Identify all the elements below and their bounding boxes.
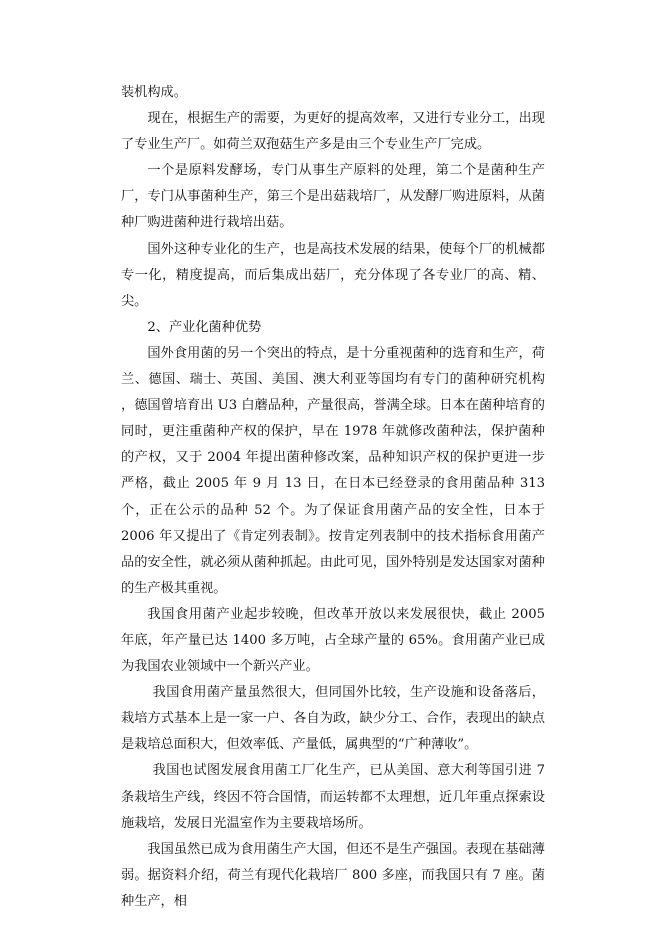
paragraph: 国外这种专业化的生产，也是高技术发展的结果，使每个厂的机械都专一化，精度提高，而后集成出菇厂，充分体现了各专业厂的高、精、尖。 <box>121 241 545 309</box>
paragraph: 一个是原料发酵场，专门从事生产原料的处理，第二个是菌种生产厂，专门从事菌种生产，第三个是出菇栽培厂，从发酵厂购进原料，从菌种厂购进菌种进行栽培出菇。 <box>121 163 545 231</box>
paragraph: 装机构成。 <box>121 85 187 100</box>
paragraph: 国外食用菌的另一个突出的特点，是十分重视菌种的选育和生产，荷兰、德国、瑞士、英国、美国、澳大利亚等国均有专门的菌种研究机构 ，德国曾培育出 U3 白蘑品种，产量很高，誉满全球。日本在菌种培育的同时，更注重菌种产权的保护，早在 1978 年就修改菌种法，保护菌种的产权，又于 2004 年提出菌种修改案，品种知识产权的保护更进一步严格，截止 2005 年 9 月 13 日，在日本已经登录的食用菌品种 313 个，正在公示的品种 52 个。为了保证食用菌产品的安全性，日本于 2006 年又提出了《肯定列表制》。按肯定列表制中的技术指标食用菌产品的安全性，就必须从菌种抓起。由此可见，国外特别是发达国家对菌种的生产极其重视。 <box>121 345 545 596</box>
document-body <box>121 80 545 915</box>
paragraph: 现在，根据生产的需要，为更好的提高效率，又进行专业分工，出现了专业生产厂。如荷兰双孢菇生产多是由三个专业生产厂完成。 <box>121 111 545 153</box>
paragraph: 我国也试图发展食用菌工厂化生产，已从美国、意大利等国引进 7 条栽培生产线，终因不符合国情，而运转都不太理想，近几年重点探索设施栽培，发展日光温室作为主要栽培场所。 <box>121 763 545 831</box>
paragraph: 我国食用菌产量虽然很大，但同国外比较，生产设施和设备落后，栽培方式基本上是一家一户、各自为政，缺少分工、合作，表现出的缺点是栽培总面积大，但效率低、产量低，属典型的“广种薄收”。 <box>121 685 545 753</box>
section-heading: 2、产业化菌种优势 <box>147 319 262 335</box>
paragraph: 我国虽然已成为食用菌生产大国，但还不是生产强国。表现在基础薄弱。据资料介绍，荷兰有现代化栽培厂 800 多座，而我国只有 7 座。菌种生产，相 <box>121 841 545 909</box>
paragraph: 我国食用菌产业起步较晚，但改革开放以来发展很快，截止 2005 年底，年产量已达 1400 多万吨，占全球产量的 65%。食用菌产业已成为我国农业领域中一个新兴产业。 <box>121 606 545 675</box>
